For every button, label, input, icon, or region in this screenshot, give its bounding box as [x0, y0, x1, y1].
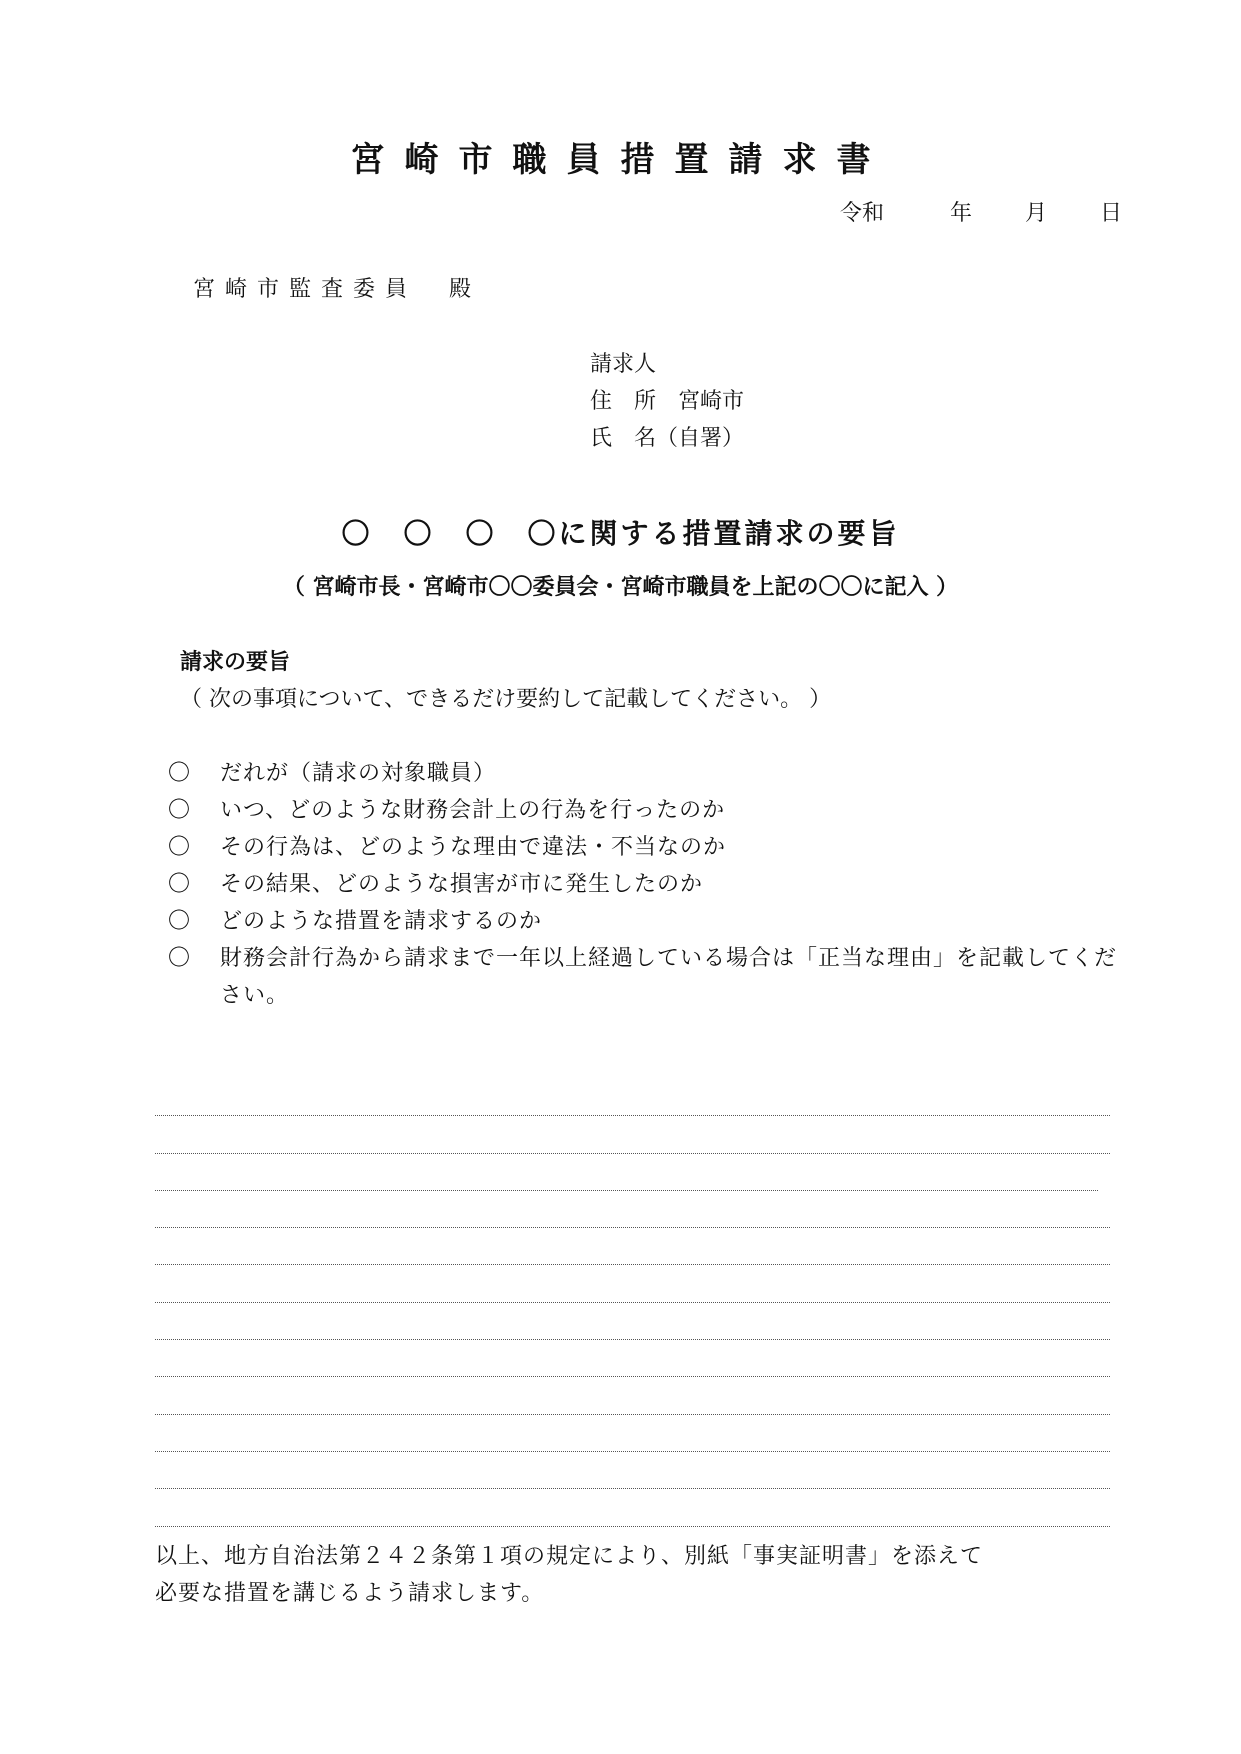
writing-area[interactable]: [155, 1079, 1110, 1527]
section-note: （ 次の事項について、できるだけ要約して記載してください。 ）: [180, 687, 832, 712]
date-line: [840, 196, 1122, 227]
claimant-address: 住 所 宮崎市: [590, 389, 745, 414]
date-month: 月: [1025, 201, 1048, 226]
closing-line-1: 以上、地方自治法第２４２条第１項の規定により、別紙「事実証明書」を添えて: [155, 1544, 984, 1569]
list-item: [168, 792, 1118, 829]
dotted-line: [155, 1303, 1110, 1340]
item-text: どのような措置を請求するのか: [220, 909, 543, 934]
item-text: 財務会計行為から請求まで一年以上経過している場合は「正当な理由」を記載してください。: [220, 946, 1118, 1008]
date-day: 日: [1100, 201, 1123, 226]
bullet-circle: 〇: [168, 835, 191, 860]
bullet-circle: 〇: [168, 946, 191, 971]
dotted-line: [155, 1340, 1110, 1377]
item-text: その行為は、どのような理由で違法・不当なのか: [220, 835, 727, 860]
item-list: [168, 755, 1118, 1014]
bullet-circle: 〇: [168, 761, 191, 786]
dotted-line: [155, 1228, 1110, 1265]
closing-statement: [155, 1538, 983, 1612]
list-item: [168, 755, 1118, 792]
item-text: いつ、どのような財務会計上の行為を行ったのか: [220, 798, 726, 823]
addressee: 宮崎市監査委員 殿: [193, 277, 482, 302]
date-era: 令和: [840, 201, 885, 226]
list-item: [168, 940, 1118, 1014]
closing-line-2: 必要な措置を講じるよう請求します。: [155, 1581, 545, 1606]
document-title: 宮崎市職員措置請求書: [350, 140, 891, 180]
list-item: [168, 903, 1118, 940]
dotted-line: [155, 1265, 1110, 1302]
list-item: [168, 866, 1118, 903]
dotted-line: [155, 1415, 1110, 1452]
dotted-line: [155, 1452, 1110, 1489]
bullet-circle: 〇: [168, 798, 191, 823]
item-text: だれが（請求の対象職員）: [220, 761, 497, 786]
bullet-circle: 〇: [168, 872, 191, 897]
list-item: [168, 829, 1118, 866]
subject-note: （ 宮崎市長・宮崎市〇〇委員会・宮崎市職員を上記の〇〇に記入 ）: [282, 575, 959, 600]
subject-heading: 〇 〇 〇 〇に関する措置請求の要旨: [341, 517, 900, 550]
dotted-line: [155, 1154, 1098, 1191]
dotted-line: [155, 1377, 1110, 1414]
dotted-line: [155, 1191, 1110, 1228]
dotted-line: [155, 1116, 1110, 1153]
claimant-name: 氏 名（自署）: [590, 426, 745, 451]
date-year: 年: [950, 201, 973, 226]
item-text: その結果、どのような損害が市に発生したのか: [220, 872, 704, 897]
section-heading: 請求の要旨: [180, 650, 291, 675]
bullet-circle: 〇: [168, 909, 191, 934]
dotted-line: [155, 1489, 1110, 1526]
claimant-label: 請求人: [590, 352, 657, 377]
dotted-line: [155, 1079, 1110, 1116]
